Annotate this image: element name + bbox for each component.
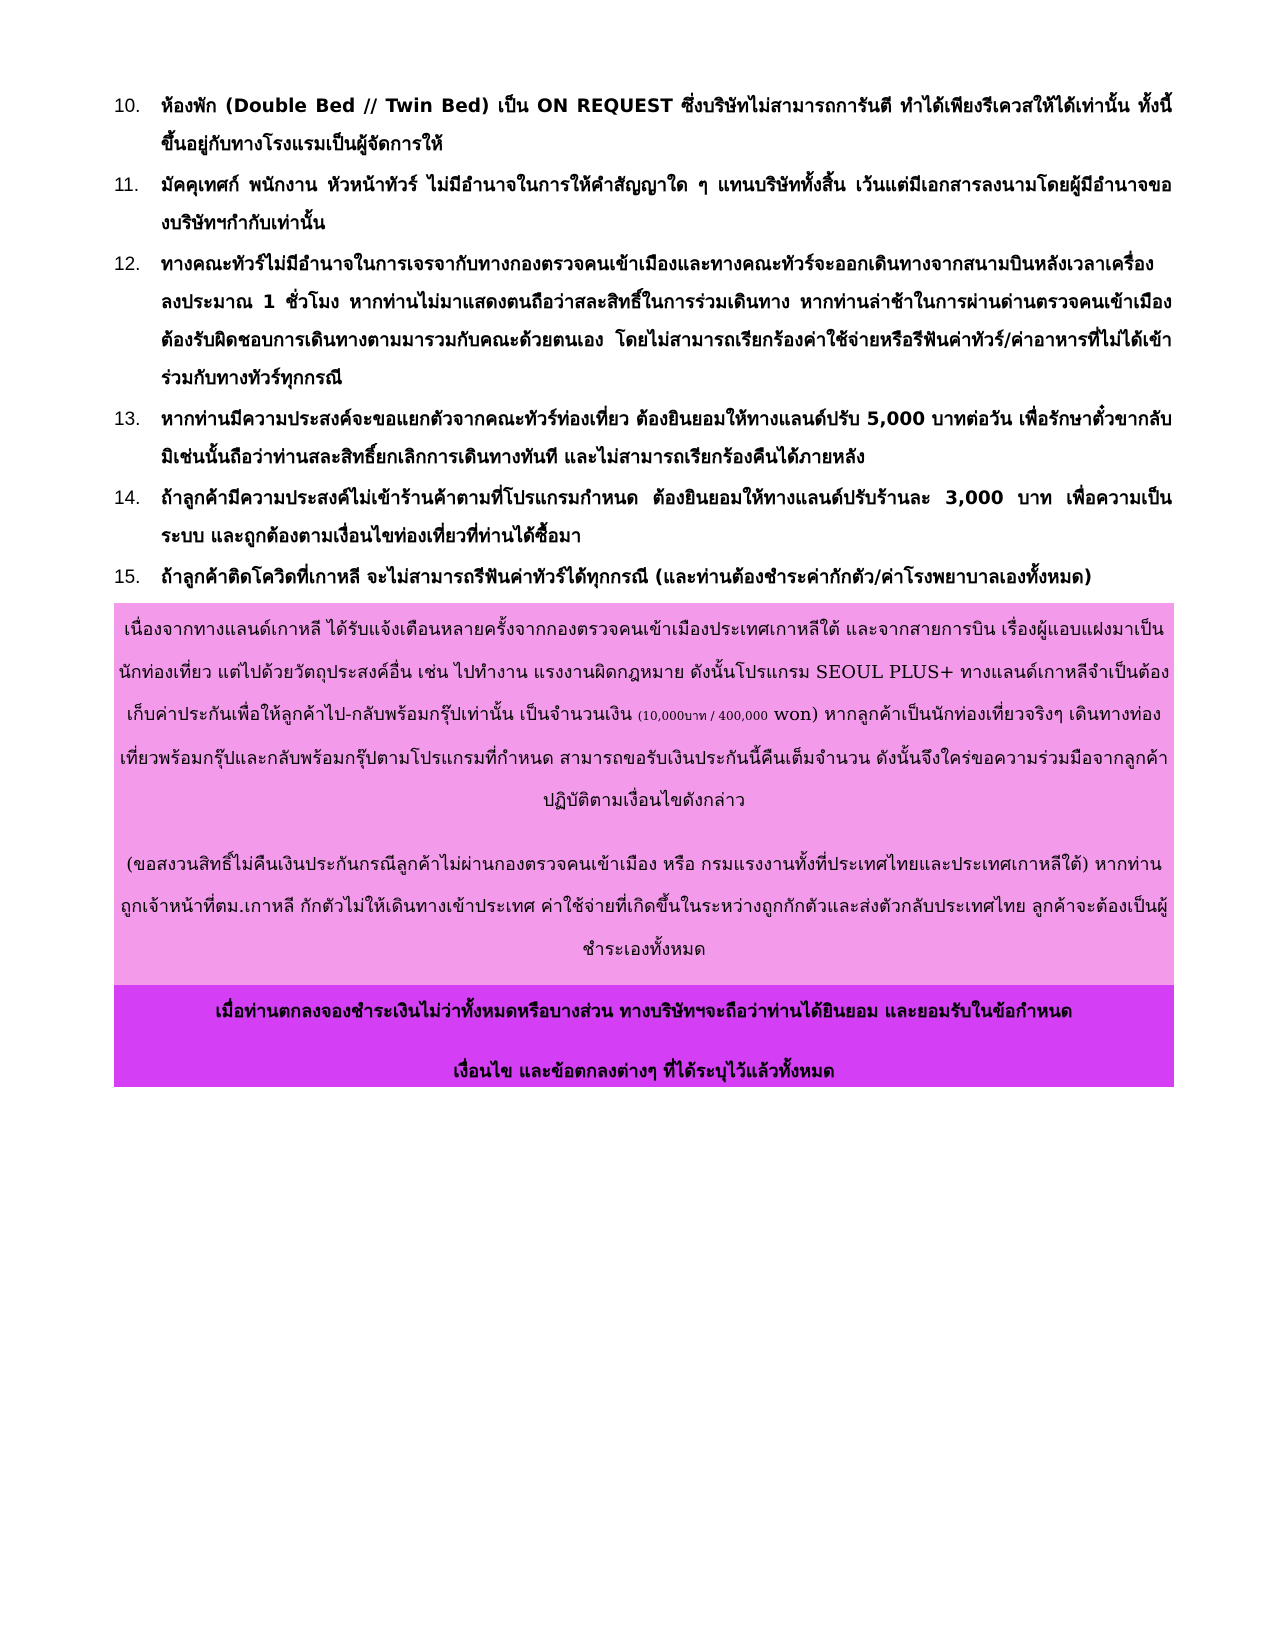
deposit-notice-box	[114, 603, 1174, 985]
condition-number: 10.	[114, 96, 141, 117]
condition-text: ถ้าลูกค้าติดโควิดที่เกาหลี จะไม่สามารถรีฟันค่าทัวร์ได้ทุกกรณี (และท่านต้องชำระค่ากักตัว/ค่าโรงพยาบาลเองทั้งหมด)	[161, 567, 1093, 588]
condition-item-10	[114, 88, 1172, 164]
condition-item-12	[114, 246, 1172, 398]
deposit-notice-text-cont: won) หากลูกค้าเป็นนักท่องเที่ยวจริงๆ เดินทางท่องเที่ยวพร้อมกรุ๊ปและกลับพร้อมกรุ๊ปตามโปรแกรมที่กำหนด สามารถขอรับเงินประกันนี้คืนเต็มจำนวน ดังนั้นจึงใคร่ขอความร่วมมือจากลูกค้าปฏิบัติตามเงื่อนไขดังกล่าว	[119, 704, 1169, 811]
conditions-list	[114, 88, 1172, 600]
agreement-line-1: เมื่อท่านตกลงจองชำระเงินไม่ว่าทั้งหมดหรือบางส่วน ทางบริษัทฯจะถือว่าท่านได้ยินยอม และยอมรับในข้อกำหนด	[215, 1001, 1073, 1022]
condition-number: 11.	[114, 175, 140, 196]
condition-text: มัคคุเทศก์ พนักงาน หัวหน้าทัวร์ ไม่มีอำนาจในการให้คำสัญญาใด ๆ แทนบริษัททั้งสิ้น เว้นแต่มีเอกสารลงนามโดยผู้มีอำนาจของบริษัทฯกำกับเท่านั้น	[161, 175, 1172, 234]
deposit-amount: (10,000บาท / 400,000	[637, 709, 768, 723]
condition-number: 13.	[114, 409, 141, 430]
condition-text: ถ้าลูกค้ามีความประสงค์ไม่เข้าร้านค้าตามที่โปรแกรมกำหนด ต้องยินยอมให้ทางแลนด์ปรับร้านละ 3,000 บาท เพื่อความเป็นระบบ และถูกต้องตามเงื่อนไขท่องเที่ยวที่ท่านได้ซื้อมา	[161, 488, 1172, 547]
condition-text: ทางคณะทัวร์ไม่มีอำนาจในการเจรจากับทางกองตรวจคนเข้าเมืองและทางคณะทัวร์จะออกเดินทางจากสนามบินหลังเวลาเครื่องลงประมาณ 1 ชั่วโมง หากท่านไม่มาแสดงตนถือว่าสละสิทธิ์ในการร่วมเดินทาง หากท่านล่าช้าในการผ่านด่านตรวจคนเข้าเมือง ต้องรับผิดชอบการเดินทางตามมารวมกับคณะด้วยตนเอง โดยไม่สามารถเรียกร้องค่าใช้จ่ายหรือรีฟันค่าทัวร์/ค่าอาหารที่ไม่ได้เข้าร่วมกับทางทัวร์ทุกกรณี	[161, 254, 1172, 389]
condition-item-11	[114, 167, 1172, 243]
booking-agreement-box	[114, 985, 1174, 1087]
agreement-line-2: เงื่อนไข และข้อตกลงต่างๆ ที่ได้ระบุไว้แล้วทั้งหมด	[453, 1061, 835, 1082]
deposit-disclaimer-paragraph: (ขอสงวนสิทธิ์ไม่คืนเงินประกันกรณีลูกค้าไม่ผ่านกองตรวจคนเข้าเมือง หรือ กรมแรงงานทั้งที่ประเทศไทยและประเทศเกาหลีใต้) หากท่านถูกเจ้าหน้าที่ตม.เกาหลี กักตัวไม่ให้เดินทางเข้าประเทศ ค่าใช้จ่ายที่เกิดขึ้นในระหว่างถูกกักตัวและส่งตัวกลับประเทศไทย ลูกค้าจะต้องเป็นผู้ชำระเองทั้งหมด	[120, 853, 1168, 960]
deposit-notice-text: เนื่องจากทางแลนด์เกาหลี ได้รับแจ้งเตือนหลายครั้งจากกองตรวจคนเข้าเมืองประเทศเกาหลีใต้ และจากสายการบิน เรื่องผู้แอบแฝงมาเป็นนักท่องเที่ยว แต่ไปด้วยวัตถุประสงค์อื่น เช่น ไปทำงาน แรงงานผิดกฎหมาย ดังนั้นโปรแกรม SEOUL PLUS+ ทางแลนด์เกาหลีจำเป็นต้องเก็บค่าประกันเพื่อให้ลูกค้าไป-กลับพร้อมกรุ๊ปเท่านั้น เป็นจำนวนเงิน	[118, 619, 1170, 725]
condition-item-14	[114, 480, 1172, 556]
condition-number: 15.	[114, 567, 141, 588]
condition-item-13	[114, 401, 1172, 477]
deposit-notice-paragraph	[118, 609, 1170, 823]
condition-number: 14.	[114, 488, 141, 509]
condition-text: หากท่านมีความประสงค์จะขอแยกตัวจากคณะทัวร์ท่องเที่ยว ต้องยินยอมให้ทางแลนด์ปรับ 5,000 บาทต่อวัน เพื่อรักษาตั๋วขากลับ มิเช่นนั้นถือว่าท่านสละสิทธิ์ยกเลิกการเดินทางทันที และไม่สามารถเรียกร้องคืนได้ภายหลัง	[161, 409, 1172, 468]
condition-text: ห้องพัก (Double Bed // Twin Bed) เป็น ON REQUEST ซึ่งบริษัทไม่สามารถการันตี ทำได้เพียงรีเควสให้ได้เท่านั้น ทั้งนี้ขึ้นอยู่กับทางโรงแรมเป็นผู้จัดการให้	[161, 96, 1172, 155]
condition-number: 12.	[114, 254, 141, 275]
condition-item-15	[114, 559, 1172, 597]
